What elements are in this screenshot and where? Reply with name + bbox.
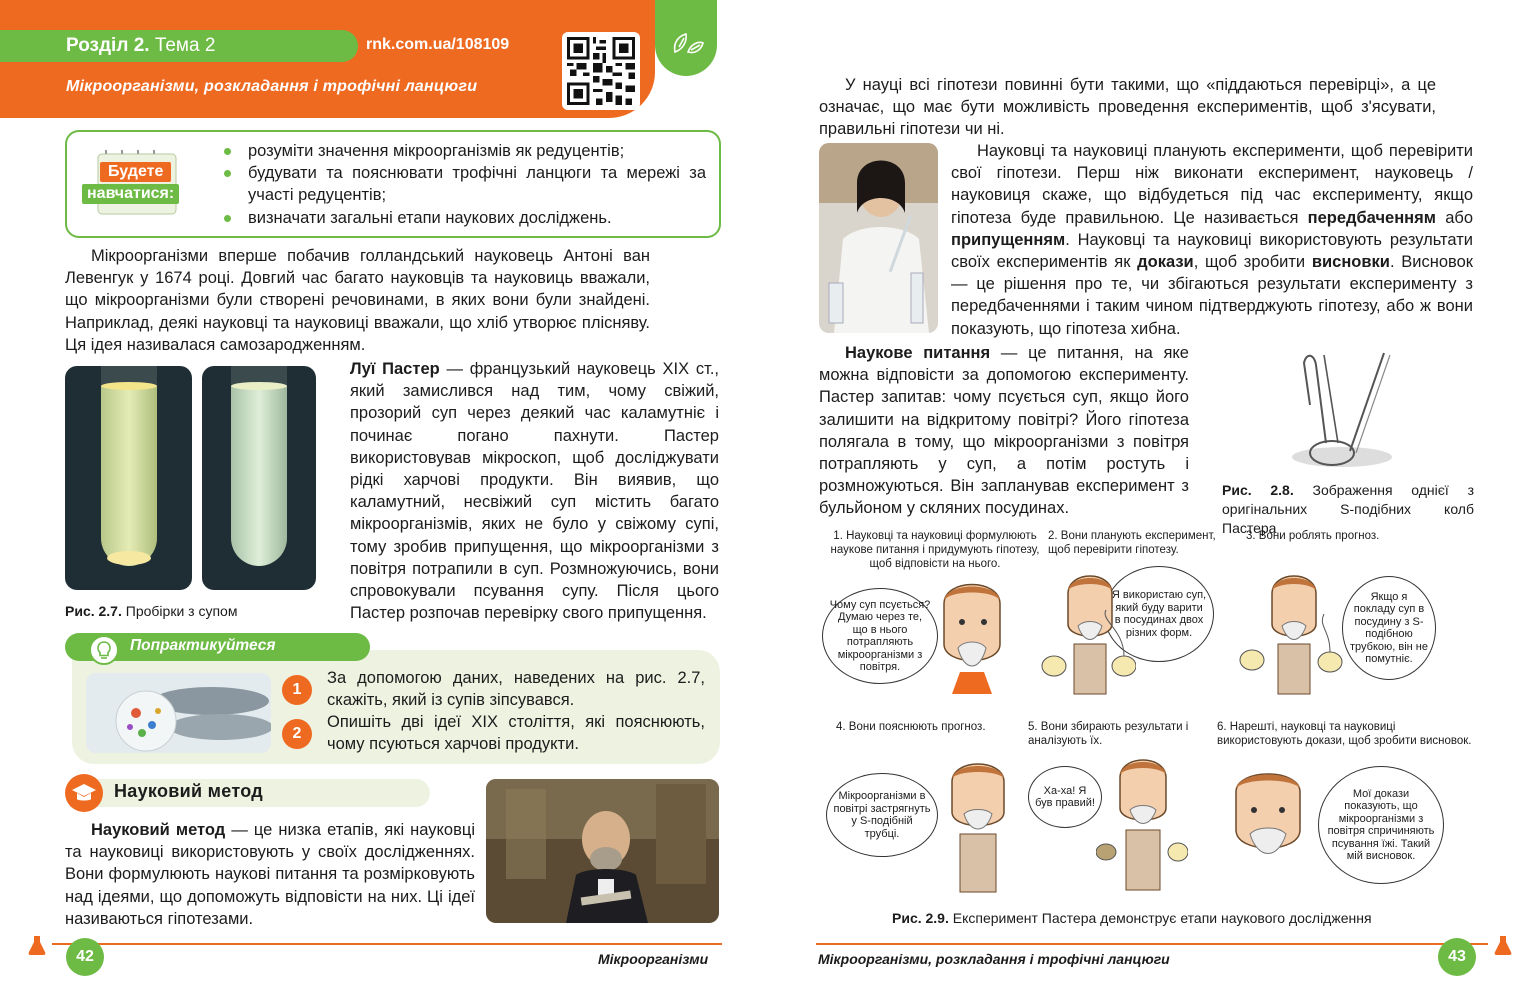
topic-number: Тема 2 (154, 35, 216, 56)
resource-link[interactable]: rnk.com.ua/108109 (366, 36, 510, 53)
experiment-paragraph (951, 140, 1473, 340)
speech-bubble-6: Мої докази показують, що мікроорганізми з повітря спричиняють псування їжі. Такий мій висновок. (1318, 766, 1444, 884)
hypothesis-paragraph: У науці всі гіпотези повинні бути такими, що «піддаються перевірці», а це означає, що має бути можливість проведення експериментів, щоб з'ясувати, правильні гіпотези чи ні. (819, 76, 1436, 139)
speech-bubble-2: Я використаю суп, який буду варити в посудинах двох різних форм. (1104, 566, 1214, 662)
pasteur-cartoon-4 (932, 756, 1022, 896)
practice-title: Попрактикуйтеся (130, 637, 276, 654)
leaves-icon (655, 0, 717, 76)
qr-code-icon (567, 37, 635, 105)
badge-line-2: навчатися: (82, 184, 179, 204)
pasteur-cartoon-2 (1040, 570, 1136, 700)
test-tube-cloudy-photo (65, 366, 192, 590)
method-heading: Науковий метод (114, 781, 264, 801)
comic-panel-1-caption: 1. Науковці та науковиці формулюють наукове питання і придумують гіпотезу, щоб відповісти на нього. (830, 530, 1040, 570)
term-conclusions: висновки (1311, 253, 1390, 272)
figure-2-9-caption (892, 909, 1402, 928)
speech-bubble-4: Мікроорганізми в повітрі застрягнуть у S-подібній трубці. (826, 773, 938, 857)
figure-label: Рис. 2.8. (1222, 482, 1294, 498)
question-number-2: 2 (282, 719, 312, 749)
term-scientific-question: Наукове питання (845, 344, 991, 362)
question-2-text: Опишіть дві ідеї XIX століття, які пояснюють, чому псуються харчові продукти. (327, 713, 705, 754)
graduation-cap-icon (65, 774, 103, 812)
pasteur-cartoon-6 (1222, 764, 1318, 874)
term-evidence: докази (1137, 253, 1194, 272)
pasteur-cartoon-5 (1096, 752, 1188, 896)
figure-2-7-caption (65, 602, 237, 621)
term-pasteur: Луї Пастер (350, 360, 440, 378)
speech-bubble-1: Чому суп псується? Думаю через те, що в нього потрапляють мікроорганізми з повітря. (822, 588, 938, 684)
test-tube-clear-photo (202, 366, 316, 590)
experiment-text-1: Науковці та науковиці планують експерименти, щоб перевірити свої гіпотези. Перш ніж виконати експеримент, науковець / науковиця скаже, що відбудеться під час експерименту, якщо гіпотеза буде правильною. Це називається (951, 142, 1473, 227)
page-number-left: 42 (66, 938, 104, 976)
pasteur-text: — французький науковець XIX ст., який замислився над тим, чому свіжий, прозорий суп через деякий час каламутніє і починає погано пахнути. Пастер використовував мікроскоп, щоб досліджувати рідкі харчові продукти. Він виявив, що каламутний, несвіжий суп містить багато мікроорганізмів, яких не було у свіжому супі, тому зробив припущення, що мікроорганізми з повітря потрапили в суп. Розмножуючись, вони спровокували псування супу. Після цього Пастер розпочав перевірку свого припущення. (350, 360, 719, 623)
badge-line-1: Будете (100, 162, 171, 182)
experiment-text-4: , щоб зробити (1193, 253, 1312, 272)
learning-goal-item: будувати та пояснювати трофічні ланцюги та мережі за участі редуцентів; (222, 162, 706, 206)
pasteur-cartoon-3 (1238, 570, 1344, 700)
term-scientific-method: Науковий метод (91, 821, 226, 839)
figure-caption-text: Експеримент Пастера демонструє етапи наукового дослідження (952, 910, 1372, 926)
figure-label: Рис. 2.9. (892, 910, 949, 926)
comic-panel-5-caption: 5. Вони збирають результати і аналізують їх. (1028, 721, 1189, 747)
figure-label: Рис. 2.7. (65, 603, 122, 619)
flask-icon (1492, 934, 1514, 956)
learning-goals-list (222, 140, 706, 229)
page-number-right: 43 (1438, 938, 1476, 976)
pasteur-paragraph (350, 358, 719, 624)
experiment-text-2: або (1435, 208, 1473, 227)
speech-bubble-3: Якщо я покладу суп в посудину з S-подібною трубкою, він не помутніє. (1342, 576, 1436, 680)
scientist-lab-photo (819, 143, 938, 333)
figure-caption-text: Пробірки з супом (125, 603, 238, 619)
footer-line-left (52, 943, 722, 945)
experiment-text-3: . Науковці та науковиці використовують результати своїх експериментів як (951, 230, 1473, 272)
speech-bubble-5: Ха-ха! Я був правий! (1028, 766, 1102, 828)
scientific-question-paragraph (819, 342, 1189, 520)
topic-title: Мікроорганізми, розкладання і трофічні ланцюги (66, 78, 478, 95)
pasteur-cartoon-1 (930, 574, 1014, 694)
footer-title-right: Мікроорганізми, розкладання і трофічні ланцюги (818, 951, 1170, 967)
term-prediction: передбаченням (1307, 208, 1436, 227)
footer-line-right (816, 943, 1488, 945)
term-assumption: припущенням (951, 230, 1066, 249)
lightbulb-icon (89, 635, 119, 665)
learning-goal-item: розуміти значення мікроорганізмів як редуцентів; (222, 140, 706, 162)
intro-paragraph: Мікроорганізми вперше побачив голландський науковець Антоні ван Левенгук у 1674 році. Довгий час багато науковців та науковиць вважали, що мікроорганізми були створені речовинами, в яких вони були знайдені. Наприклад, деякі науковці та науковиці вважали, що хліб утворює плісняву. Ця ідея називалася самозародженням. (65, 247, 650, 354)
s-shaped-flask-drawing (1280, 345, 1410, 475)
comic-panel-2-caption: 2. Вони планують експеримент, щоб перевірити гіпотезу. (1048, 530, 1216, 556)
question-1-text: За допомогою даних, наведених на рис. 2.7, скажіть, який із супів зіпсувався. (327, 669, 705, 710)
learning-goals-badge (78, 150, 188, 222)
footer-title-left: Мікроорганізми (598, 951, 709, 967)
learning-goal-item: визначати загальні етапи наукових досліджень. (222, 207, 706, 229)
section-number: Розділ 2. (66, 35, 150, 56)
scientific-question-text: — це питання, на яке можна відповісти за допомогою експерименту. Пастер запитав: чому псується суп, якщо його залишити на відкритому повітрі? Його гіпотеза полягала в тому, що мікроорганізми з повітря потрапляють у суп, а потім ростуть і розмножуються. Він запланував експеримент з бульйоном у скляних посудинах. (819, 344, 1189, 518)
comic-panel-4-caption: 4. Вони пояснюють прогноз. (836, 721, 986, 733)
qr-code[interactable] (562, 32, 640, 110)
question-number-1: 1 (282, 675, 312, 705)
flask-icon (26, 934, 48, 956)
figure-caption-text: Зображення однієї з оригінальних S-подібних колб Пастера (1222, 482, 1474, 536)
method-paragraph (65, 819, 475, 930)
header-leaf-tab (655, 0, 717, 76)
section-label (66, 33, 215, 59)
comic-panel-3-caption: 3. Вони роблять прогноз. (1246, 530, 1380, 542)
experiment-text-5: . Висновок — це рішення про те, чи збігаються результати експерименту з передбаченнями і таким чином підтверджують гіпотезу, або ж вони показують, що гіпотеза хибна. (951, 253, 1473, 338)
fish-petri-dish-photo (86, 673, 271, 753)
pasteur-lab-photo (486, 779, 719, 923)
method-text: — це низка етапів, які науковці та науковиці використовують у своїх дослідженнях. Вони формулюють наукові питання та розмірковують над ідеями, що допоможуть відповісти на них. Ці ідеї називаються гіпотезами. (65, 821, 475, 928)
comic-panel-6-caption: 6. Нарешті, науковці та науковиці використовують докази, щоб зробити висновок. (1217, 721, 1472, 747)
